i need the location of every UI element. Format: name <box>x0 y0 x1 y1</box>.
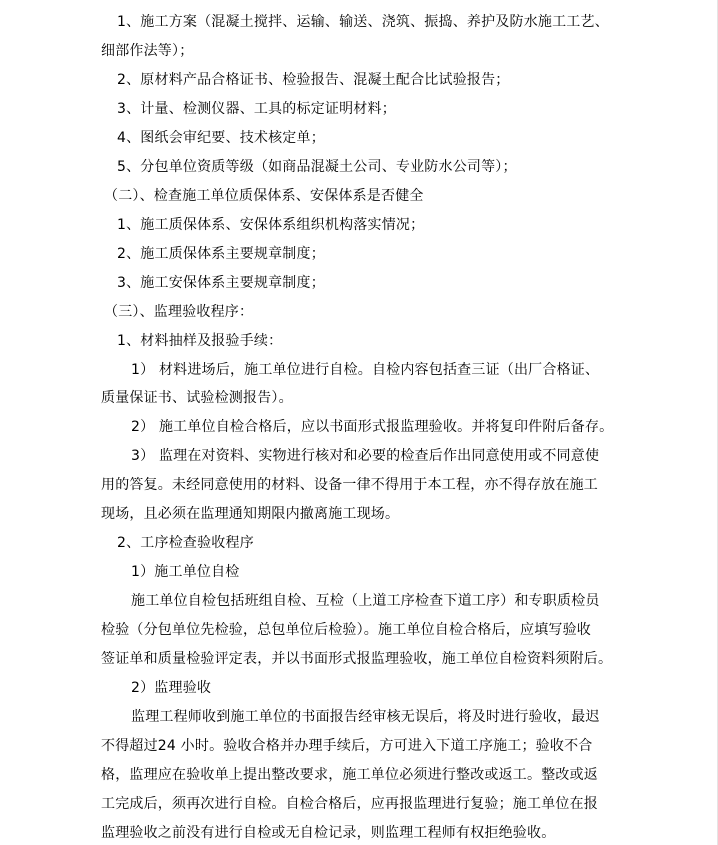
text-line: 签证单和质量检验评定表，并以书面形式报监理验收，施工单位自检资料须附后。 <box>101 651 613 667</box>
text-line: 不得超过24 小时。验收合格并办理手续后，方可进入下道工序施工；验收不合 <box>101 738 593 754</box>
text-line: 检验（分包单位先检验，总包单位后检验）。施工单位自检合格后，应填写验收 <box>101 622 591 638</box>
text-line: 格，监理应在验收单上提出整改要求，施工单位必须进行整改或返工。整改或返 <box>101 767 598 783</box>
text-line: 2、工序检查验收程序 <box>117 535 254 551</box>
text-line: 监理工程师收到施工单位的书面报告经审核无误后，将及时进行验收，最迟 <box>131 709 600 725</box>
text-line: 工完成后，须再次进行自检。自检合格后，应再报监理进行复验；施工单位在报 <box>101 796 598 812</box>
text-line: 监理验收之前没有进行自检或无自检记录，则监理工程师有权拒绝验收。 <box>101 825 556 841</box>
text-line: 质量保证书、试验检测报告）。 <box>101 390 293 406</box>
text-line: 1）施工单位自检 <box>131 564 240 580</box>
text-line: 3、施工安保体系主要规章制度； <box>117 275 325 291</box>
text-line: 1、材料抽样及报验手续： <box>117 333 283 349</box>
text-line: 2）监理验收 <box>131 680 212 696</box>
text-line: 细部作法等）； <box>101 43 194 59</box>
text-line: 1） 材料进场后，施工单位进行自检。自检内容包括查三证（出厂合格证、 <box>131 362 600 378</box>
text-line: 施工单位自检包括班组自检、互检（上道工序检查下道工序）和专职质检员 <box>131 593 600 609</box>
text-line: 2、原材料产品合格证书、检验报告、混凝土配合比试验报告； <box>117 72 510 88</box>
text-line: 2） 施工单位自检合格后，应以书面形式报监理验收。并将复印件附后备存。 <box>131 419 614 435</box>
text-line: 4、图纸会审纪要、技术核定单； <box>117 130 325 146</box>
text-line: 3） 监理在对资料、实物进行核对和必要的检查后作出同意使用或不同意使 <box>131 448 600 464</box>
text-line: 3、计量、检测仪器、工具的标定证明材料； <box>117 101 396 117</box>
text-line: 2、施工质保体系主要规章制度； <box>117 246 325 262</box>
text-line: 5、分包单位资质等级（如商品混凝土公司、专业防水公司等）； <box>117 159 517 175</box>
text-line: 用的答复。未经同意使用的材料、设备一律不得用于本工程，亦不得存放在施工 <box>101 477 598 493</box>
text-line: 1、施工方案（混凝土搅拌、运输、输送、浇筑、振捣、养护及防水施工工艺、 <box>117 14 609 30</box>
text-line: 现场，且必须在监理通知期限内撤离施工现场。 <box>101 506 400 522</box>
section-heading: （三）、监理验收程序： <box>104 304 254 320</box>
section-heading: （二）、检查施工单位质保体系、安保体系是否健全 <box>104 188 424 204</box>
text-line: 1、施工质保体系、安保体系组织机构落实情况； <box>117 217 425 233</box>
